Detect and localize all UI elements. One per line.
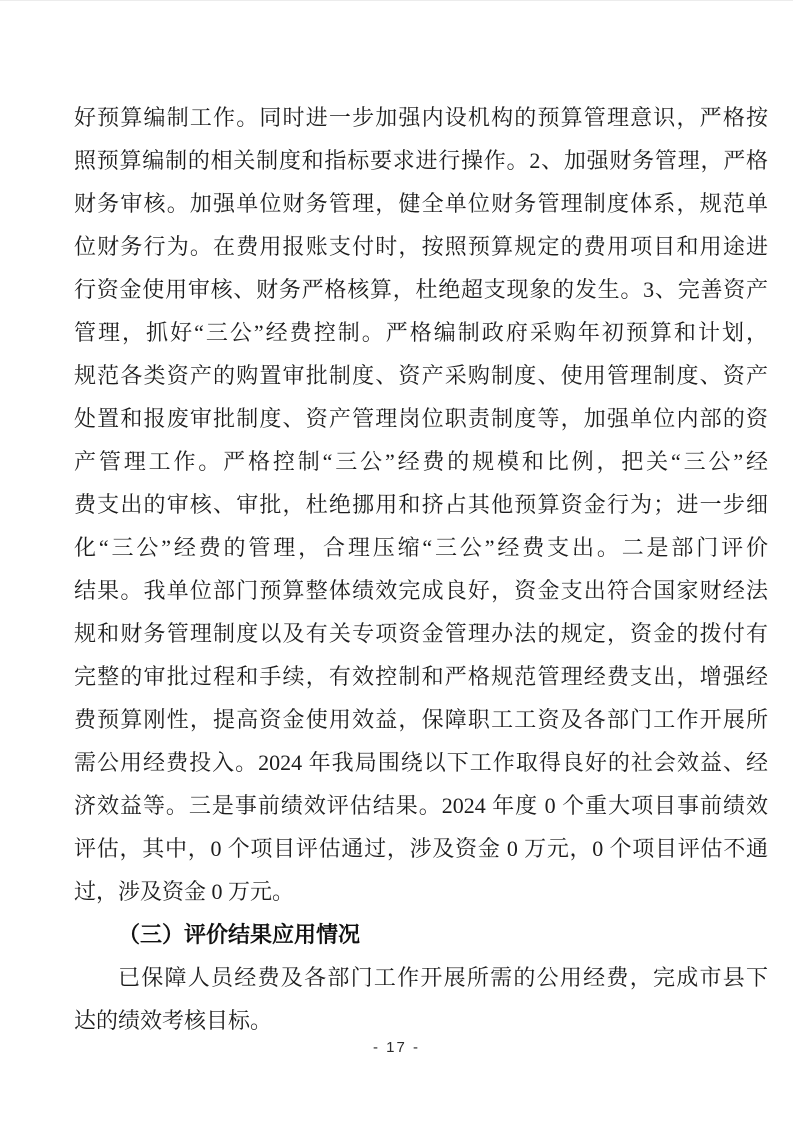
text-line: 费支出的审核、审批，杜绝挪用和挤占其他预算资金行为；进一步细 bbox=[74, 492, 768, 517]
text-line: 过，涉及资金 0 万元。 bbox=[74, 879, 295, 904]
text-line: 照预算编制的相关制度和指标要求进行操作。2、加强财务管理，严格 bbox=[74, 148, 768, 173]
text-line: 需公用经费投入。2024 年我局围绕以下工作取得良好的社会效益、经 bbox=[74, 750, 768, 775]
section-heading: （三）评价结果应用情况 bbox=[118, 922, 361, 947]
text-line: 好预算编制工作。同时进一步加强内设机构的预算管理意识，严格按 bbox=[74, 105, 768, 130]
text-line: 产管理工作。严格控制“三公”经费的规模和比例，把关“三公”经 bbox=[74, 449, 768, 474]
text-line: 费预算刚性，提高资金使用效益，保障职工工资及各部门工作开展所 bbox=[74, 707, 768, 732]
text-line: 达的绩效考核目标。 bbox=[74, 1008, 273, 1033]
text-line: 济效益等。三是事前绩效评估结果。2024 年度 0 个重大项目事前绩效 bbox=[74, 793, 768, 818]
text-line: 财务审核。加强单位财务管理，健全单位财务管理制度体系，规范单 bbox=[74, 191, 768, 216]
text-line: 已保障人员经费及各部门工作开展所需的公用经费，完成市县下 bbox=[118, 965, 768, 990]
text-line: 规和财务管理制度以及有关专项资金管理办法的规定，资金的拨付有 bbox=[74, 621, 768, 646]
text-line: 完整的审批过程和手续，有效控制和严格规范管理经费支出，增强经 bbox=[74, 664, 768, 689]
text-line: 结果。我单位部门预算整体绩效完成良好，资金支出符合国家财经法 bbox=[74, 578, 768, 603]
page-number: - 17 - bbox=[372, 1039, 420, 1056]
text-line: 处置和报废审批制度、资产管理岗位职责制度等，加强单位内部的资 bbox=[74, 406, 768, 431]
text-line: 行资金使用审核、财务严格核算，杜绝超支现象的发生。3、完善资产 bbox=[74, 277, 768, 302]
text-line: 规范各类资产的购置审批制度、资产采购制度、使用管理制度、资产 bbox=[74, 363, 768, 388]
text-line: 化“三公”经费的管理，合理压缩“三公”经费支出。二是部门评价 bbox=[74, 535, 768, 560]
text-line: 位财务行为。在费用报账支付时，按照预算规定的费用项目和用途进 bbox=[74, 234, 768, 259]
text-line: 评估，其中，0 个项目评估通过，涉及资金 0 万元，0 个项目评估不通 bbox=[74, 836, 768, 861]
text-line: 管理，抓好“三公”经费控制。严格编制政府采购年初预算和计划， bbox=[74, 320, 768, 345]
document-body bbox=[74, 96, 768, 1042]
